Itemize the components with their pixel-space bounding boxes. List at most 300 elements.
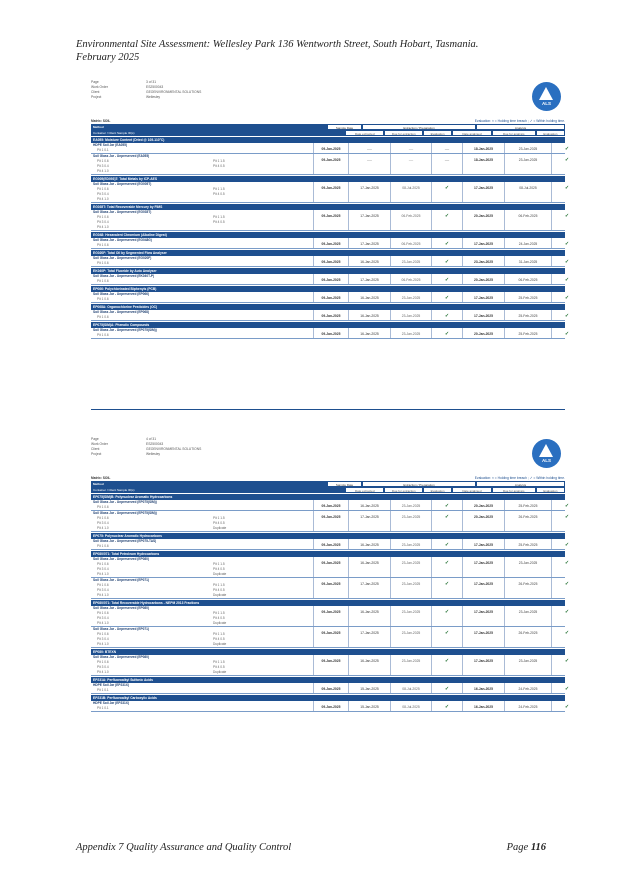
due-for-extraction: 23-Jan-2025 [390, 328, 431, 338]
method-section-title: EP231A: Perfluoroalkyl Sulfonic Acids [91, 677, 565, 683]
matrix-row [91, 475, 565, 481]
date-cells [313, 182, 582, 202]
container-name: Soil Glass Jar - Unpreserved (EP068) [93, 310, 149, 314]
meta-value: GEOENVIRONMENTAL SOLUTIONS [146, 90, 202, 94]
sample-id: Pit 1 1.5 [213, 632, 225, 636]
sample-id: Pit 4 1.0 [97, 621, 109, 625]
due-for-analysis: 06-Feb-2025 [504, 274, 551, 284]
due-for-analysis: 08-Jul-2025 [504, 182, 551, 202]
extraction-evaluation: ✓ [431, 655, 462, 675]
container-header: Container / Client Sample ID(s) [91, 487, 345, 493]
sample-id: Pit 1 0.6 [97, 611, 109, 615]
analysis-evaluation-tick-icon: ✓ [551, 274, 582, 284]
sample-list [93, 660, 313, 675]
due-for-analysis: 24-Feb-2025 [504, 701, 551, 711]
report-meta [91, 437, 565, 475]
sample-id: Pit 3 0.4 [97, 637, 109, 641]
sample-list [93, 505, 313, 510]
method-header: Method [91, 124, 327, 130]
extraction-evaluation: ✓ [431, 511, 462, 531]
sample-id: Pit 3 0.4 [97, 521, 109, 525]
sample-date: 09-Jan-2025 [313, 274, 348, 284]
meta-value: 3 of 31 [146, 80, 157, 84]
due-for-analysis: 24-Jan-2025 [504, 238, 551, 248]
column-header-c6: Evaluation [536, 487, 565, 493]
date-analysed: 17-Jan-2025 [462, 606, 504, 626]
sample-id: Pit 1 0.6 [97, 215, 109, 219]
analysis-evaluation-tick-icon: ✓ [551, 182, 582, 202]
report-page-2 [91, 437, 570, 712]
sample-id: Pit 4 0.5 [213, 588, 225, 592]
sample-id: Pit 1 1.5 [213, 611, 225, 615]
column-header-c1: Date extracted [345, 130, 384, 136]
method-section-title: EP066: Polychlorinated Biphenyls (PCB) [91, 286, 565, 292]
date-extracted: ---- [348, 143, 390, 153]
extraction-evaluation: ✓ [431, 328, 462, 338]
method-section-title: EP068A: Organochlorine Pesticides (OC) [91, 304, 565, 310]
sample-id: Pit 1 0.6 [97, 187, 109, 191]
date-analysed: 17-Jan-2025 [462, 627, 504, 647]
matrix-label: Matrix: SOIL [91, 119, 111, 123]
sample-id: Pit 1 0.6 [97, 583, 109, 587]
date-extracted: 17-Jan-2025 [348, 274, 390, 284]
sample-id: Duplicate [213, 526, 227, 530]
als-logo [532, 82, 561, 111]
method-section-title: EG048: Hexavalent Chromium (Alkaline Digest) [91, 232, 565, 238]
sample-id: Pit 1 0.6 [97, 333, 109, 337]
table-header-row-2 [91, 130, 565, 136]
sample-id: Pit 1 1.5 [213, 660, 225, 664]
sample-date: 09-Jan-2025 [313, 683, 348, 693]
table-row [91, 500, 570, 511]
sample-date: 09-Jan-2025 [313, 310, 348, 320]
sample-id: Pit 3 0.4 [97, 192, 109, 196]
document-footer [76, 842, 546, 853]
sample-id: Pit 1 0.1 [97, 706, 109, 710]
method-section-title: EP080/071: Total Petroleum Hydrocarbons [91, 551, 565, 557]
container-cell [91, 578, 313, 598]
sample-id: Pit 4 1.0 [97, 670, 109, 674]
date-cells [313, 578, 582, 598]
sample-list [93, 333, 313, 338]
sample-id: Duplicate [213, 642, 227, 646]
table-row [91, 210, 570, 231]
sample-id: Pit 1 0.6 [97, 261, 109, 265]
date-analysed: 16-Jan-2025 [462, 701, 504, 711]
due-for-extraction: 23-Jan-2025 [390, 627, 431, 647]
table-row [91, 578, 570, 599]
container-cell [91, 627, 313, 647]
column-header-c4: Date analysed [452, 130, 491, 136]
container-name: Soil Glass Jar - Unpreserved (EG020F) [93, 256, 152, 260]
container-name: Soil Glass Jar - Unpreserved (EG048G) [93, 238, 152, 242]
meta-value: ES2500043 [146, 442, 164, 446]
date-cells [313, 154, 582, 174]
container-cell [91, 557, 313, 577]
sample-date: 09-Jan-2025 [313, 143, 348, 153]
meta-key: Work Order [91, 85, 108, 89]
logo-text: ALS [542, 101, 551, 106]
date-extracted: 16-Jan-2025 [348, 655, 390, 675]
column-header-c5: Due for analysis [492, 487, 536, 493]
sample-list [93, 562, 313, 577]
container-name: Soil Glass Jar - Unpreserved (EP080) [93, 606, 149, 610]
due-for-analysis: 23-Jan-2025 [504, 655, 551, 675]
container-cell [91, 328, 313, 338]
date-analysed: 17-Jan-2025 [462, 557, 504, 577]
date-extracted: 16-Jan-2025 [348, 292, 390, 302]
date-extracted: 16-Jan-2025 [348, 328, 390, 338]
date-cells [313, 606, 582, 626]
method-section-title: EA055: Moisture Content (Dried @ 105-110°C) [91, 137, 565, 143]
date-extracted: 16-Jan-2025 [348, 256, 390, 266]
sample-date: 09-Jan-2025 [313, 292, 348, 302]
evaluation-legend: Evaluation: × = Holding time breach ; ✓ = Within holding time. [474, 119, 565, 123]
analysis-header: Analysis [476, 481, 565, 487]
container-cell [91, 683, 313, 693]
analysis-evaluation-tick-icon: ✓ [551, 655, 582, 675]
date-extracted: 17-Jan-2025 [348, 578, 390, 598]
sample-id: Pit 1 0.6 [97, 505, 109, 509]
sample-date: 09-Jan-2025 [313, 627, 348, 647]
due-for-extraction: 06-Feb-2025 [390, 238, 431, 248]
column-header-c2: Due for extraction [384, 487, 423, 493]
column-header-c3: Evaluation [423, 487, 452, 493]
due-for-extraction: 23-Jan-2025 [390, 500, 431, 510]
table-row [91, 310, 570, 321]
page-divider [91, 409, 565, 410]
footer-page-number: 116 [530, 842, 546, 853]
date-analysed: 17-Jan-2025 [462, 292, 504, 302]
header-title: Environmental Site Assessment: Wellesley Park 136 Wentworth Street, South Hobart, Tasmania. [76, 39, 479, 50]
container-cell [91, 539, 313, 549]
date-cells [313, 511, 582, 531]
date-cells [313, 328, 582, 338]
container-cell [91, 274, 313, 284]
container-name: Soil Glass Jar - Unpreserved (EA055) [93, 154, 150, 158]
due-for-extraction: 23-Jan-2025 [390, 557, 431, 577]
meta-key: Client [91, 447, 100, 451]
due-for-extraction: ---- [390, 143, 431, 153]
sample-list [93, 706, 313, 711]
container-name: Soil Glass Jar - Unpreserved (EP071) [93, 627, 149, 631]
sample-id: Pit 4 1.0 [97, 593, 109, 597]
due-for-analysis: 25-Feb-2025 [504, 500, 551, 510]
date-analysed: 23-Jan-2025 [462, 256, 504, 266]
sample-id: Pit 1 0.6 [97, 660, 109, 664]
date-analysed: 20-Jan-2025 [462, 500, 504, 510]
evaluation-legend: Evaluation: × = Holding time breach ; ✓ = Within holding time. [474, 476, 565, 480]
method-section-title: EP075: Polynuclear Aromatic Hydrocarbons [91, 533, 565, 539]
method-section-title: EP231B: Perfluoroalkyl Carboxylic Acids [91, 695, 565, 701]
date-cells [313, 655, 582, 675]
due-for-analysis: 26-Feb-2025 [504, 511, 551, 531]
sample-id: Pit 1 1.5 [213, 215, 225, 219]
sample-id: Pit 1 0.6 [97, 297, 109, 301]
sample-id: Pit 4 0.5 [213, 616, 225, 620]
due-for-analysis: 23-Jan-2025 [504, 143, 551, 153]
column-header-c5: Due for analysis [492, 130, 536, 136]
sample-id: Pit 3 0.4 [97, 220, 109, 224]
date-cells [313, 274, 582, 284]
sample-list [93, 583, 313, 598]
sample-date: 09-Jan-2025 [313, 578, 348, 598]
due-for-extraction: 23-Jan-2025 [390, 539, 431, 549]
extraction-evaluation: ✓ [431, 292, 462, 302]
date-extracted: 16-Jan-2025 [348, 310, 390, 320]
table-row [91, 182, 570, 203]
method-section-title: EG005(ED093)T: Total Metals by ICP-AES [91, 176, 565, 182]
extraction-evaluation: ---- [431, 154, 462, 174]
container-name: HDPE Soil Jar (EA055) [93, 143, 128, 147]
date-analysed: 16-Jan-2025 [462, 683, 504, 693]
container-name: Soil Glass Jar - Unpreserved (EP075(SIM)) [93, 328, 157, 332]
container-name: Soil Glass Jar - Unpreserved (EP075-TAS) [93, 539, 157, 543]
sample-id: Pit 3 0.4 [97, 588, 109, 592]
date-cells [313, 627, 582, 647]
extraction-evaluation: ✓ [431, 539, 462, 549]
due-for-analysis: 23-Jan-2025 [504, 606, 551, 626]
table-row [91, 655, 570, 676]
container-name: Soil Glass Jar - Unpreserved (EK040T-P) [93, 274, 155, 278]
sample-date: 09-Jan-2025 [313, 210, 348, 230]
table-row [91, 292, 570, 303]
sample-id: Pit 3 0.4 [97, 616, 109, 620]
method-section-title: EP075(SIM)B: Polynuclear Aromatic Hydrocarbons [91, 494, 565, 500]
due-for-extraction: 23-Jan-2025 [390, 511, 431, 531]
sample-list [93, 187, 313, 202]
sample-id: Pit 4 1.0 [97, 197, 109, 201]
report-meta [91, 80, 565, 118]
sample-id: Pit 3 0.4 [97, 567, 109, 571]
sample-id: Pit 3 0.4 [97, 665, 109, 669]
due-for-extraction: 23-Jan-2025 [390, 606, 431, 626]
sample-date: 09-Jan-2025 [313, 539, 348, 549]
date-cells [313, 539, 582, 549]
analysis-evaluation-tick-icon: ✓ [551, 328, 582, 338]
container-cell [91, 210, 313, 230]
container-cell [91, 154, 313, 174]
meta-key: Page [91, 80, 99, 84]
analysis-evaluation-tick-icon: ✓ [551, 238, 582, 248]
sample-id: Pit 1 1.5 [213, 583, 225, 587]
sample-date: 09-Jan-2025 [313, 328, 348, 338]
due-for-analysis: 26-Feb-2025 [504, 578, 551, 598]
container-name: Soil Glass Jar - Unpreserved (EP066) [93, 292, 149, 296]
due-for-extraction: 23-Jan-2025 [390, 310, 431, 320]
due-for-extraction: 06-Feb-2025 [390, 210, 431, 230]
date-extracted: 16-Jan-2025 [348, 557, 390, 577]
date-extracted: 16-Jan-2025 [348, 500, 390, 510]
analysis-evaluation-tick-icon: ✓ [551, 500, 582, 510]
due-for-analysis: 26-Feb-2025 [504, 627, 551, 647]
table-row [91, 701, 570, 712]
footer-page [507, 842, 546, 853]
sample-id: Pit 1 0.6 [97, 516, 109, 520]
sample-id: Pit 4 1.0 [97, 642, 109, 646]
due-for-analysis: 25-Feb-2025 [504, 328, 551, 338]
date-analysed: 18-Jan-2025 [462, 154, 504, 174]
meta-row [91, 452, 565, 457]
date-analysed: 20-Jan-2025 [462, 274, 504, 284]
analysis-evaluation-tick-icon: ✓ [551, 511, 582, 531]
analysis-evaluation-tick-icon: ✓ [551, 143, 582, 153]
extraction-evaluation: ✓ [431, 182, 462, 202]
meta-value: Wellesley [146, 452, 161, 456]
column-header-c6: Evaluation [536, 130, 565, 136]
table-header-row-2 [91, 487, 565, 493]
table-row [91, 627, 570, 648]
container-cell [91, 500, 313, 510]
analysis-evaluation-tick-icon: ✓ [551, 154, 582, 174]
sample-id: Pit 1 0.6 [97, 159, 109, 163]
sample-id: Pit 4 0.5 [213, 164, 225, 168]
extraction-evaluation: ✓ [431, 238, 462, 248]
sample-id: Pit 4 1.0 [97, 169, 109, 173]
date-extracted: 17-Jan-2025 [348, 511, 390, 531]
due-for-extraction: 08-Jul-2025 [390, 182, 431, 202]
analysis-evaluation-tick-icon: ✓ [551, 627, 582, 647]
sample-id: Pit 1 1.5 [213, 516, 225, 520]
column-header-c1: Date extracted [345, 487, 384, 493]
analysis-evaluation-tick-icon: ✓ [551, 539, 582, 549]
due-for-extraction: 06-Feb-2025 [390, 274, 431, 284]
extraction-evaluation: ✓ [431, 500, 462, 510]
due-for-analysis: 23-Jan-2025 [504, 557, 551, 577]
extraction-evaluation: ✓ [431, 256, 462, 266]
date-analysed: 20-Jan-2025 [462, 328, 504, 338]
sample-id: Duplicate [213, 670, 227, 674]
meta-value: Wellesley [146, 95, 161, 99]
container-cell [91, 256, 313, 266]
date-cells [313, 310, 582, 320]
due-for-extraction: 08-Jul-2025 [390, 701, 431, 711]
sample-list [93, 544, 313, 549]
sample-list [93, 688, 313, 693]
container-name: HDPE Soil Jar (EP231X) [93, 701, 129, 705]
container-cell [91, 606, 313, 626]
sample-date: 09-Jan-2025 [313, 557, 348, 577]
sample-id: Duplicate [213, 593, 227, 597]
extraction-evaluation: ✓ [431, 210, 462, 230]
meta-key: Work Order [91, 442, 108, 446]
sample-date: 09-Jan-2025 [313, 154, 348, 174]
logo-triangle-icon [539, 444, 553, 457]
sample-date-header: Sample Date [327, 124, 362, 130]
sample-list [93, 297, 313, 302]
analysis-header: Analysis [476, 124, 565, 130]
analysis-evaluation-tick-icon: ✓ [551, 683, 582, 693]
container-cell [91, 143, 313, 153]
due-for-analysis: 25-Feb-2025 [504, 539, 551, 549]
analysis-evaluation-tick-icon: ✓ [551, 557, 582, 577]
table-row [91, 238, 570, 249]
date-analysed: 18-Jan-2025 [462, 143, 504, 153]
due-for-extraction: 23-Jan-2025 [390, 655, 431, 675]
extraction-evaluation: ✓ [431, 310, 462, 320]
table-row [91, 328, 570, 339]
analysis-evaluation-tick-icon: ✓ [551, 578, 582, 598]
date-extracted: 17-Jan-2025 [348, 210, 390, 230]
due-for-analysis: 23-Jan-2025 [504, 154, 551, 174]
container-name: Soil Glass Jar - Unpreserved (EP075(SIM)) [93, 511, 157, 515]
date-analysed: 17-Jan-2025 [462, 578, 504, 598]
sample-id: Pit 4 0.5 [213, 567, 225, 571]
date-analysed: 17-Jan-2025 [462, 238, 504, 248]
sample-list [93, 215, 313, 230]
method-section-title: EP080/071: Total Recoverable Hydrocarbons - NEPM 2013 Fractions [91, 600, 565, 606]
container-name: Soil Glass Jar - Unpreserved (EP080) [93, 655, 149, 659]
sample-id: Pit 4 0.5 [213, 192, 225, 196]
analysis-evaluation-tick-icon: ✓ [551, 256, 582, 266]
sample-id: Duplicate [213, 572, 227, 576]
sample-id: Pit 3 0.4 [97, 164, 109, 168]
meta-value: GEOENVIRONMENTAL SOLUTIONS [146, 447, 202, 451]
container-cell [91, 292, 313, 302]
extraction-evaluation: ---- [431, 143, 462, 153]
sample-id: Pit 1 0.6 [97, 544, 109, 548]
analysis-evaluation-tick-icon: ✓ [551, 210, 582, 230]
logo-text: ALS [542, 458, 551, 463]
due-for-extraction: ---- [390, 154, 431, 174]
date-extracted: 16-Jan-2025 [348, 606, 390, 626]
sample-list [93, 159, 313, 174]
date-cells [313, 143, 582, 153]
table-row [91, 143, 570, 154]
date-extracted: 15-Jan-2025 [348, 701, 390, 711]
date-cells [313, 500, 582, 510]
sample-id: Pit 1 0.1 [97, 688, 109, 692]
container-name: Soil Glass Jar - Unpreserved (EP080) [93, 557, 149, 561]
sample-date: 09-Jan-2025 [313, 500, 348, 510]
extraction-evaluation: ✓ [431, 627, 462, 647]
table-row [91, 256, 570, 267]
method-section-title: EG035T: Total Recoverable Mercury by FIMS [91, 204, 565, 210]
date-analysed: 17-Jan-2025 [462, 182, 504, 202]
meta-key: Client [91, 90, 100, 94]
meta-row [91, 95, 565, 100]
footer-appendix: Appendix 7 Quality Assurance and Quality Control [76, 842, 292, 853]
extraction-header: Extraction / Preparation [362, 124, 476, 130]
due-for-extraction: 23-Jan-2025 [390, 256, 431, 266]
analysis-evaluation-tick-icon: ✓ [551, 606, 582, 626]
container-cell [91, 511, 313, 531]
date-extracted: ---- [348, 154, 390, 174]
sample-list [93, 632, 313, 647]
sample-list [93, 279, 313, 284]
due-for-analysis: 25-Feb-2025 [504, 310, 551, 320]
container-name: HDPE Soil Jar (EP231X) [93, 683, 129, 687]
sample-id: Pit 1 0.6 [97, 315, 109, 319]
table-row [91, 557, 570, 578]
date-analysed: 20-Jan-2025 [462, 511, 504, 531]
sample-list [93, 243, 313, 248]
sample-id: Pit 4 0.5 [213, 521, 225, 525]
report-page-1 [91, 80, 570, 339]
sample-date: 09-Jan-2025 [313, 701, 348, 711]
column-header-c3: Evaluation [423, 130, 452, 136]
method-section-title: EP080: BTEXN [91, 649, 565, 655]
method-section-title: EG020F: Total Oil by Segmented Flow Analyser [91, 250, 565, 256]
sample-list [93, 611, 313, 626]
matrix-label: Matrix: SOIL [91, 476, 111, 480]
date-cells [313, 256, 582, 266]
date-analysed: 20-Jan-2025 [462, 210, 504, 230]
method-header: Method [91, 481, 327, 487]
sample-id: Pit 1 1.5 [213, 187, 225, 191]
sample-id: Pit 1 0.6 [97, 632, 109, 636]
table-row [91, 154, 570, 175]
